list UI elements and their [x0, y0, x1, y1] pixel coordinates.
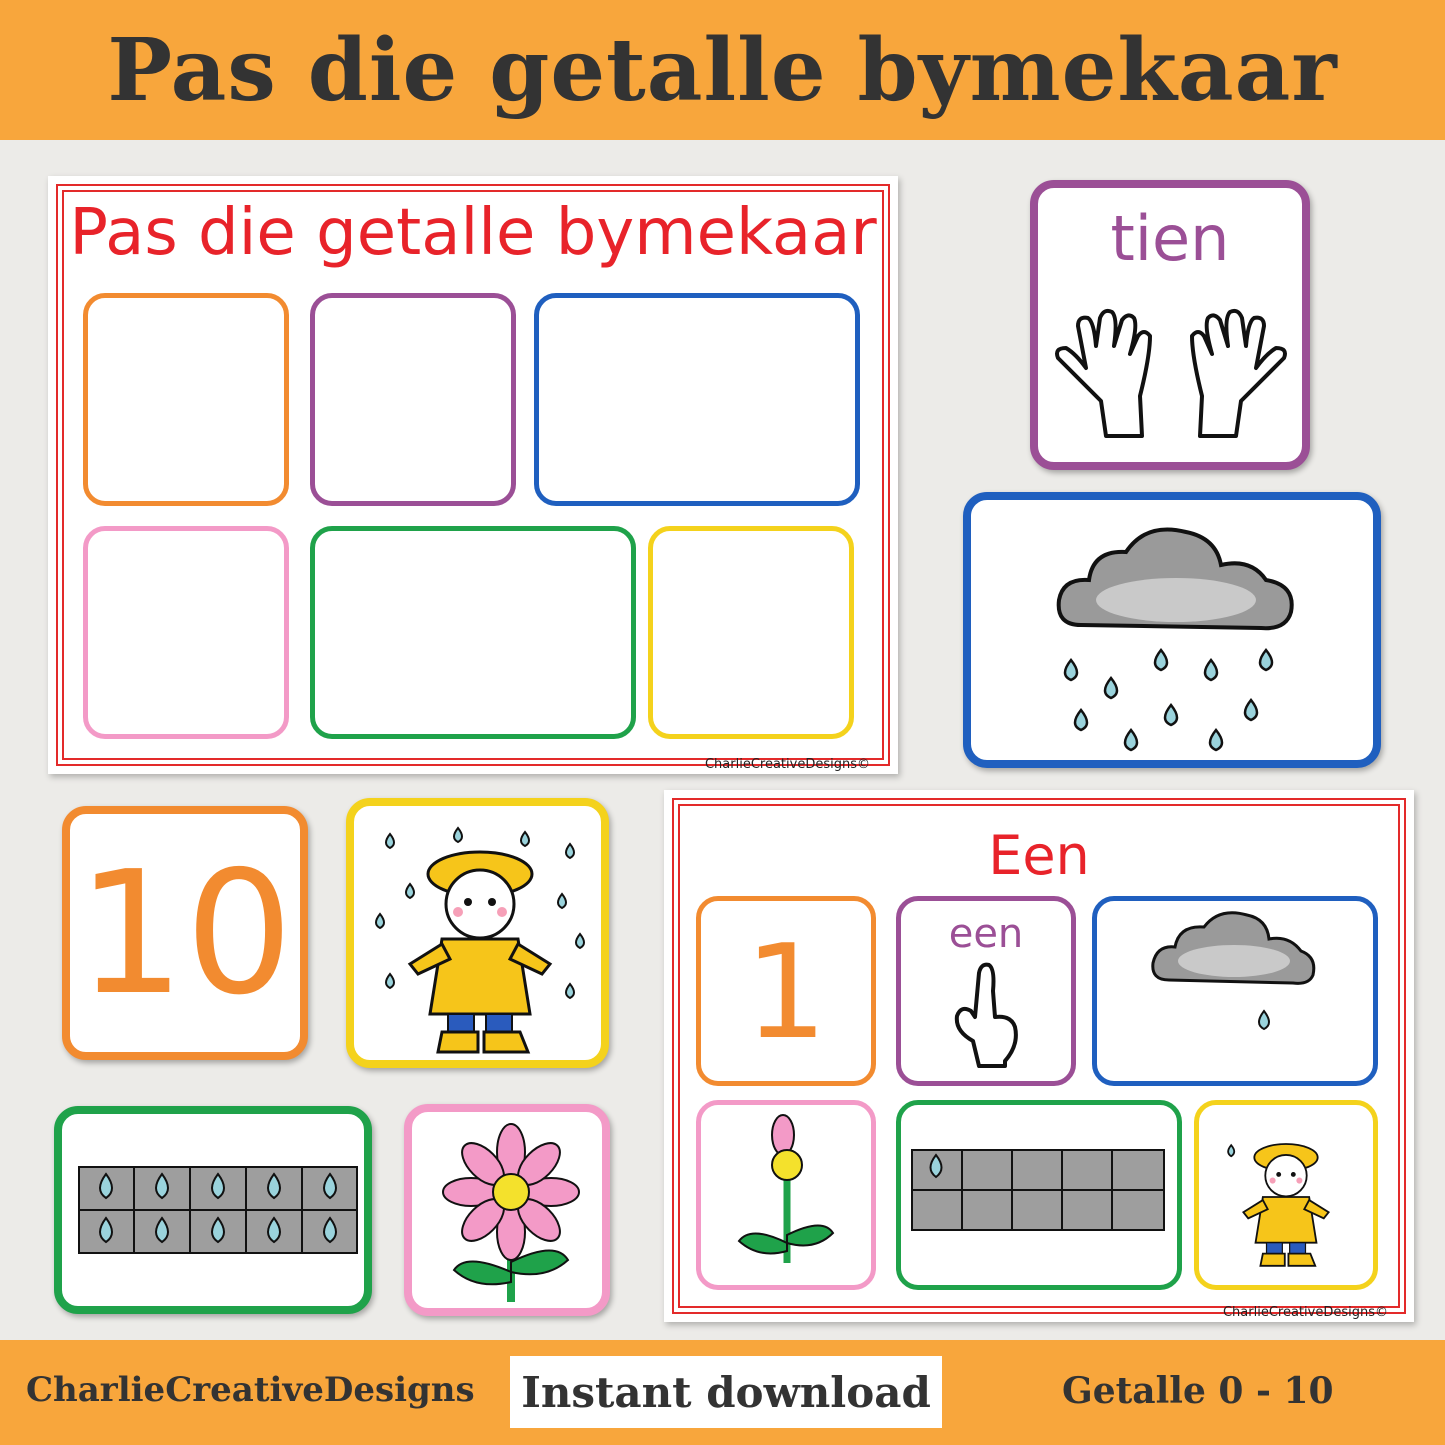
copyright-text: CharlieCreativeDesigns© — [704, 757, 870, 772]
ten-frame-icon — [78, 1166, 358, 1254]
een-slot-ten-frame — [896, 1100, 1182, 1290]
card-tien — [1030, 180, 1310, 470]
een-slot-cat — [1194, 1100, 1378, 1290]
card-ten-frame — [54, 1106, 372, 1314]
footer-brand: CharlieCreativeDesigns — [26, 1370, 475, 1410]
board-een-title: Een — [988, 824, 1090, 887]
page-title: Pas die getalle bymekaar — [107, 19, 1338, 121]
board-een — [664, 790, 1414, 1322]
een-numeral: 1 — [744, 916, 828, 1068]
board-main — [48, 176, 898, 774]
rain-cloud-icon — [1051, 520, 1301, 760]
instant-download-badge: Instant download — [510, 1356, 942, 1428]
card-tien-word: tien — [1110, 202, 1230, 275]
card-numeral-10 — [62, 806, 308, 1060]
een-slot-numeral — [696, 896, 876, 1086]
slot-green — [310, 526, 636, 739]
footer-range: Getalle 0 - 10 — [1062, 1370, 1334, 1412]
een-word: een — [948, 911, 1024, 957]
card-flower — [404, 1104, 610, 1316]
header-banner — [0, 0, 1445, 140]
one-finger-hand-icon — [949, 961, 1029, 1071]
card-cat-rain — [346, 798, 609, 1068]
board-main-title: Pas die getalle bymekaar — [69, 196, 877, 270]
single-petal-flower-icon — [731, 1113, 841, 1273]
two-hands-icon — [1046, 306, 1296, 446]
een-slot-flower — [696, 1100, 876, 1290]
cat-one-drop-icon — [1219, 1119, 1353, 1275]
een-slot-cloud — [1092, 896, 1378, 1086]
card-rain-cloud — [963, 492, 1381, 768]
een-slot-word — [896, 896, 1076, 1086]
cat-raincoat-icon — [370, 814, 590, 1064]
slot-yellow — [648, 526, 854, 739]
slot-blue — [534, 293, 860, 506]
slot-purple — [310, 293, 516, 506]
slot-pink — [83, 526, 289, 739]
single-drop-cloud-icon — [1149, 905, 1319, 1045]
flower-icon — [436, 1122, 586, 1312]
card-numeral-value: 10 — [76, 835, 294, 1033]
een-copyright-text: CharlieCreativeDesigns© — [1222, 1305, 1388, 1320]
footer-banner — [0, 1340, 1445, 1445]
ten-frame-one-drop-icon — [911, 1149, 1165, 1231]
slot-orange — [83, 293, 289, 506]
